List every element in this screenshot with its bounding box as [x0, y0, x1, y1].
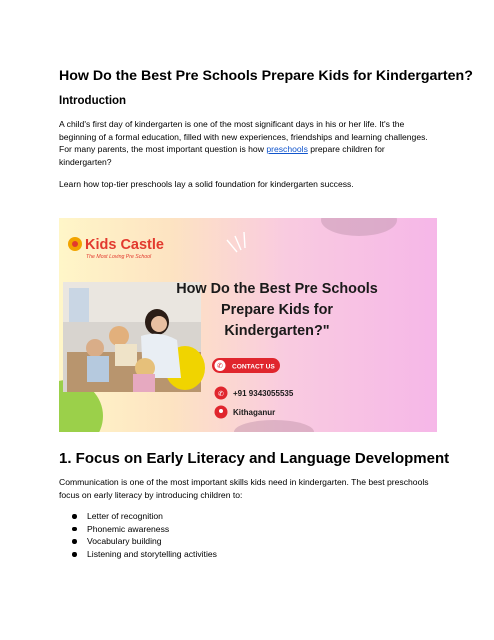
banner-headline-line-1: How Do the Best Pre Schools: [176, 281, 378, 297]
classroom-photo: [63, 282, 205, 392]
preschools-link[interactable]: preschools: [266, 144, 308, 155]
section-1-paragraph: Communication is one of the most important skills kids need in kindergarten. The best preschools focus on early literacy by introducing children to:: [59, 477, 429, 500]
list-item: Phonemic awareness: [72, 523, 217, 536]
phone-icon: ✆: [217, 362, 223, 370]
section-1-bullet-list: [72, 510, 217, 561]
kids-castle-logo: [68, 237, 164, 260]
contact-us-button[interactable]: [212, 358, 280, 373]
list-item: Vocabulary building: [72, 535, 217, 548]
location-text: Kithaganur: [233, 408, 276, 417]
phone-number: +91 9343055535: [233, 389, 294, 398]
mauve-blob-shape: [234, 420, 314, 432]
intro-paragraph-2: Learn how top-tier preschools lay a solid foundation for kindergarten success.: [59, 179, 354, 189]
contact-us-label: CONTACT US: [232, 363, 275, 371]
section-1-heading: 1. Focus on Early Literacy and Language Development: [59, 450, 450, 467]
logo-tagline: The Most Loving Pre School: [86, 254, 152, 260]
intro-text-after-link: prepare children for kindergarten?: [59, 144, 385, 167]
banner-headline-line-2: Prepare Kids for: [221, 302, 333, 318]
intro-text-before-link: A child's first day of kindergarten is one of the most significant days in his or her life. It's the beginning of a formal education, filled with new experiences, friendships and learning challenges. For many parents, the most important question is how: [59, 119, 428, 155]
mauve-top-shape: [321, 218, 397, 236]
promo-banner: [59, 218, 437, 432]
intro-heading: Introduction: [59, 95, 127, 107]
intro-paragraph: [59, 118, 439, 168]
list-item: Listening and storytelling activities: [72, 548, 217, 561]
banner-headline-line-3: Kindergarten?": [224, 323, 330, 339]
banner-graphic: [59, 218, 437, 432]
list-item: Letter of recognition: [72, 510, 217, 523]
sparkle-lines: [227, 232, 245, 252]
page-title: How Do the Best Pre Schools Prepare Kids for Kindergarten?: [59, 68, 473, 84]
logo-title: Kids Castle: [85, 237, 164, 253]
svg-text:✆: ✆: [218, 390, 224, 398]
